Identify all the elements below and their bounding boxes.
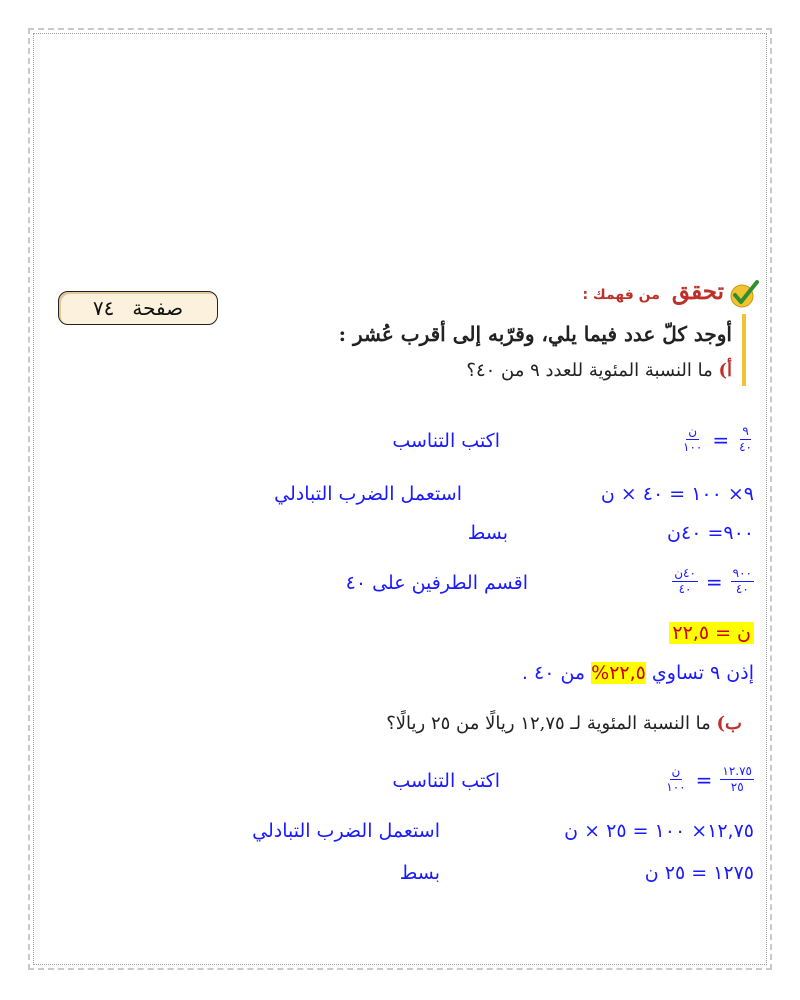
conclusion-a xyxy=(522,662,754,684)
fraction-numerator: ٩٠٠ xyxy=(732,566,752,580)
page-number-badge xyxy=(58,291,218,325)
part-b-letter: ب) xyxy=(716,713,742,734)
step-a2-desc: استعمل الضرب التبادلي xyxy=(274,483,462,505)
step-b3-desc: بسط xyxy=(399,862,440,884)
fraction xyxy=(731,566,754,597)
step-a1-desc: اكتب التناسب xyxy=(392,430,500,452)
conclusion-suffix: من ٤٠ . xyxy=(521,662,586,684)
step-b1-desc: اكتب التناسب xyxy=(392,770,500,792)
equals-sign: = xyxy=(695,767,713,792)
conclusion-value: ٢٢,٥% xyxy=(591,662,646,684)
part-b-question-text: ما النسبة المئوية لـ ١٢,٧٥ ريالًا من ٢٥ ريالًا؟ xyxy=(386,713,711,734)
fraction xyxy=(681,424,704,455)
equals-sign: = xyxy=(705,569,723,594)
step-a2-math: ٩× ١٠٠ = ٤٠ × ن xyxy=(600,483,754,505)
fraction-numerator: ن xyxy=(671,764,681,778)
step-b3-math: ١٢٧٥ = ٢٥ ن xyxy=(644,862,754,884)
part-a-letter: أ) xyxy=(718,360,732,381)
fraction-numerator: ٤٠ن xyxy=(674,566,696,580)
accent-bar xyxy=(742,314,746,386)
step-a3-math: ٩٠٠= ٤٠ن xyxy=(667,522,754,544)
fraction-denominator: ٢٥ xyxy=(730,780,744,794)
section-title xyxy=(582,278,724,305)
step-b2-math: ١٢,٧٥× ١٠٠ = ٢٥ × ن xyxy=(564,820,754,842)
step-a4-desc: اقسم الطرفين على ٤٠ xyxy=(345,572,528,594)
fraction-denominator: ١٠٠ xyxy=(683,440,703,454)
section-title-sub: من فهمك : xyxy=(582,287,660,303)
part-a-question-text: ما النسبة المئوية للعدد ٩ من ٤٠؟ xyxy=(466,360,713,381)
section-title-main: تحقق xyxy=(671,278,724,305)
fraction-denominator: ٤٠ xyxy=(678,582,692,596)
check-icon xyxy=(728,278,760,310)
fraction xyxy=(672,566,698,597)
textbook-excerpt xyxy=(280,278,760,398)
fraction xyxy=(737,424,754,455)
part-b-question xyxy=(386,713,742,734)
fraction xyxy=(720,764,754,795)
fraction-denominator: ١٠٠ xyxy=(666,780,686,794)
result-a: ن = ٢٢,٥ xyxy=(669,622,754,644)
page-label: صفحة xyxy=(132,296,184,320)
fraction-numerator: ٩ xyxy=(742,424,749,438)
step-a1-math xyxy=(681,424,754,455)
conclusion-prefix: إذن ٩ تساوي xyxy=(651,662,754,684)
fraction-numerator: ن xyxy=(688,424,698,438)
instruction-text: أوجد كلّ عدد فيما يلي، وقرّبه إلى أقرب عُشر : xyxy=(338,322,732,346)
step-b2-desc: استعمل الضرب التبادلي xyxy=(252,820,440,842)
fraction-numerator: ١٢.٧٥ xyxy=(722,764,752,778)
page-number: ٧٤ xyxy=(92,296,115,320)
equals-sign: = xyxy=(712,427,730,452)
fraction-denominator: ٤٠ xyxy=(739,440,752,454)
step-a3-desc: بسط xyxy=(467,522,508,544)
fraction xyxy=(664,764,687,795)
part-a-question xyxy=(466,360,732,381)
step-b1-math xyxy=(664,764,754,795)
fraction-denominator: ٤٠ xyxy=(735,582,749,596)
step-a4-math xyxy=(672,566,754,597)
